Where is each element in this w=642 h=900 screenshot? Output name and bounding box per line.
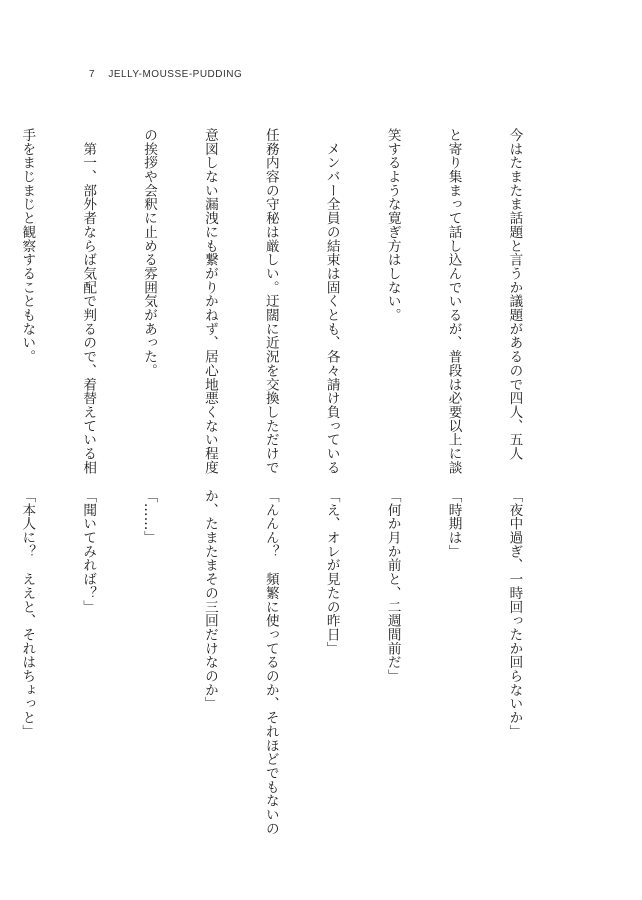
text-column: 任務内容の守秘は厳しい。迂闊に近況を交換しただけで — [262, 128, 279, 475]
page-number: 7 — [89, 69, 96, 80]
lower-text-block — [0, 489, 565, 836]
running-header — [89, 69, 242, 80]
upper-text-block — [0, 128, 565, 474]
dialogue-column: か、たまたまその三回だけなのか」 — [201, 489, 218, 711]
text-column: メンバー全員の結束は固くとも、各々請け負っている — [323, 128, 340, 475]
dialogue-column: 「え、オレが見たの昨日」 — [323, 489, 340, 656]
dialogue-column: 「本人に？ ええと、それはちょっと」 — [19, 489, 36, 739]
text-column: 今はたまたま話題と言うか議題があるので四人、五人 — [506, 128, 523, 461]
dialogue-column: 「……」 — [141, 489, 158, 545]
dialogue-column: 「時期は」 — [445, 489, 462, 559]
running-title: JELLY-MOUSSE-PUDDING — [108, 69, 243, 80]
dialogue-column: 「何か月か前と、二週間前だ」 — [384, 489, 401, 683]
text-column: と寄り集まって話し込んでいるが、普段は必要以上に談 — [445, 128, 462, 475]
text-column: 笑するような寛ぎ方はしない。 — [384, 128, 401, 322]
text-column: 手をまじまじと観察することもない。 — [19, 128, 36, 364]
text-column: 第一、部外者ならば気配で判るので、着替えている相 — [80, 128, 97, 475]
text-column: 意図しない漏洩にも繋がりかねず、居心地悪くない程度 — [201, 128, 218, 475]
dialogue-column: 「んんん？ 頻繁に使ってるのか、それほどでもないの — [262, 489, 279, 836]
text-column: の挨拶や会釈に止める雰囲気があった。 — [141, 128, 158, 378]
dialogue-column: 「夜中過ぎ、一時回ったか回らないか」 — [506, 489, 523, 739]
dialogue-column: 「聞いてみれば？」 — [80, 489, 97, 614]
